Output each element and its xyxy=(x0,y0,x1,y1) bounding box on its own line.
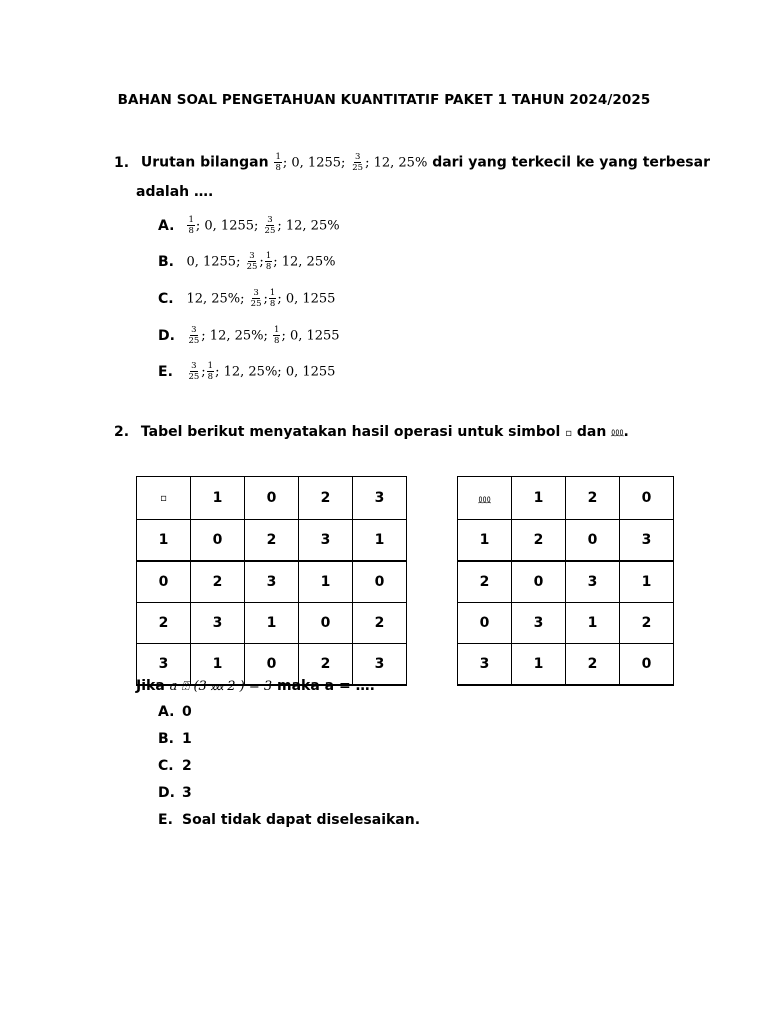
table-cell: 2 xyxy=(245,520,299,562)
table-cell: 3 xyxy=(299,520,353,562)
fraction-3-25: $\frac{3}{25}$ xyxy=(264,215,276,236)
question-text: Urutan bilangan xyxy=(140,154,269,171)
question-1-stem xyxy=(114,152,710,173)
math-text: ; 0, 1255; xyxy=(282,155,346,171)
table-cell: 1 xyxy=(353,520,407,562)
table-cell: 0 xyxy=(191,520,245,562)
table-cell: 3 xyxy=(512,603,566,644)
table-cell: 3 xyxy=(353,477,407,520)
table-cell: 2 xyxy=(458,561,512,603)
fraction-1-8: $\frac{1}{8}$ xyxy=(274,325,280,346)
operation-table-other xyxy=(457,476,674,686)
table-cell: 0 xyxy=(353,561,407,603)
table-cell: 3 xyxy=(191,603,245,644)
option-c[interactable]: C. 12, 25%; $\frac{3}{25}$ ; $\frac{1}{8}$ ; 0, 1255 xyxy=(158,288,336,309)
fraction-3-25: $\frac{3}{25}$ xyxy=(250,288,262,309)
table-cell: 0 xyxy=(458,603,512,644)
table-cell: 0 xyxy=(512,561,566,603)
option-c[interactable]: C. 2 xyxy=(158,758,192,774)
table-row xyxy=(458,561,674,603)
table-header-row xyxy=(458,477,674,520)
fraction-1-8: $\frac{1}{8}$ xyxy=(275,152,281,173)
option-d[interactable]: D. $\frac{3}{25}$ ; 12, 25%; $\frac{1}{8}$ ; 0, 1255 xyxy=(158,325,340,346)
table-cell: 2 xyxy=(299,644,353,686)
table-cell: 1 xyxy=(512,644,566,686)
question-number: 2. xyxy=(114,424,130,440)
option-e[interactable]: E. $\frac{3}{25}$ ; $\frac{1}{8}$ ; 12, 25%; 0, 1255 xyxy=(158,361,336,382)
question-2-stem: 2. Tabel berikut menyatakan hasil operasi untuk simbol ▫ dan ⅏. xyxy=(114,424,629,440)
table-cell: 1 xyxy=(191,477,245,520)
table-cell: 1 xyxy=(512,477,566,520)
table-cell: 3 xyxy=(245,561,299,603)
option-e[interactable]: E. Soal tidak dapat diselesaikan. xyxy=(158,812,421,828)
table-cell: 1 xyxy=(137,520,191,562)
table-cell: 2 xyxy=(191,561,245,603)
table-row xyxy=(458,603,674,644)
table-row xyxy=(137,520,407,562)
table-cell: 1 xyxy=(458,520,512,562)
table-cell: 1 xyxy=(620,561,674,603)
table-row xyxy=(137,561,407,603)
option-a[interactable]: A. 0 xyxy=(158,704,192,720)
fraction-1-8: $\frac{1}{8}$ xyxy=(188,215,194,236)
table-cell: ⅏ xyxy=(458,477,512,520)
table-cell: 0 xyxy=(620,644,674,686)
table-cell: 0 xyxy=(566,520,620,562)
option-a[interactable]: A. $\frac{1}{8}$ ; 0, 1255; $\frac{3}{25}$ ; 12, 25% xyxy=(158,215,340,236)
table-cell: 0 xyxy=(245,644,299,686)
table-cell: 3 xyxy=(620,520,674,562)
operation-table-square xyxy=(136,476,407,686)
fraction-1-8: $\frac{1}{8}$ xyxy=(265,251,272,272)
fraction-1-8: $\frac{1}{8}$ xyxy=(207,361,214,382)
math-expression: a ⍰ (3 ⅏ 2 ) = 3 xyxy=(169,679,273,694)
table-cell: 0 xyxy=(245,477,299,520)
table-cell: 3 xyxy=(566,561,620,603)
question-text: Tabel berikut menyatakan hasil operasi untuk simbol xyxy=(140,424,561,440)
table-row xyxy=(458,520,674,562)
table-cell: 1 xyxy=(299,561,353,603)
square-symbol-icon: ▫ xyxy=(565,428,572,439)
fraction-3-25: $\frac{3}{25}$ xyxy=(188,325,200,346)
page-title: BAHAN SOAL PENGETAHUAN KUANTITATIF PAKET 1 TAHUN 2024/2025 xyxy=(117,92,651,108)
table-row xyxy=(458,644,674,686)
table-cell: 2 xyxy=(566,477,620,520)
question-text: dari yang terkecil ke yang terbesar xyxy=(432,154,710,171)
question-2-condition: Jika a ⍰ (3 ⅏ 2 ) = 3 maka a = …. xyxy=(136,678,375,694)
table-cell: 1 xyxy=(566,603,620,644)
option-d[interactable]: D. 3 xyxy=(158,785,192,801)
table-cell: 3 xyxy=(458,644,512,686)
table-header-row xyxy=(137,477,407,520)
option-b[interactable]: B. 1 xyxy=(158,731,192,747)
fraction-3-25: $\frac{3}{25}$ xyxy=(352,152,364,173)
option-b[interactable]: B. 0, 1255; $\frac{3}{25}$ ; $\frac{1}{8}$ ; 12, 25% xyxy=(158,251,336,272)
table-cell: 2 xyxy=(137,603,191,644)
fraction-1-8: $\frac{1}{8}$ xyxy=(269,288,276,309)
table-cell: 0 xyxy=(299,603,353,644)
table-cell: 1 xyxy=(245,603,299,644)
fraction-3-25: $\frac{3}{25}$ xyxy=(188,361,200,382)
fraction-3-25: $\frac{3}{25}$ xyxy=(246,251,258,272)
table-row xyxy=(137,603,407,644)
table-cell: 0 xyxy=(137,561,191,603)
math-text: ; 12, 25% xyxy=(365,155,428,171)
question-number: 1. xyxy=(114,154,130,171)
table-cell: 3 xyxy=(137,644,191,686)
question-1-stem-cont: adalah …. xyxy=(136,184,214,200)
table-cell: 2 xyxy=(566,644,620,686)
table-cell: 2 xyxy=(512,520,566,562)
table-cell: 2 xyxy=(620,603,674,644)
operator-symbol-icon: ⅏ xyxy=(611,425,624,439)
table-cell: 2 xyxy=(353,603,407,644)
table-cell: 2 xyxy=(299,477,353,520)
table-cell: ▫ xyxy=(137,477,191,520)
table-cell: 3 xyxy=(353,644,407,686)
table-cell: 0 xyxy=(620,477,674,520)
table-cell: 1 xyxy=(191,644,245,686)
